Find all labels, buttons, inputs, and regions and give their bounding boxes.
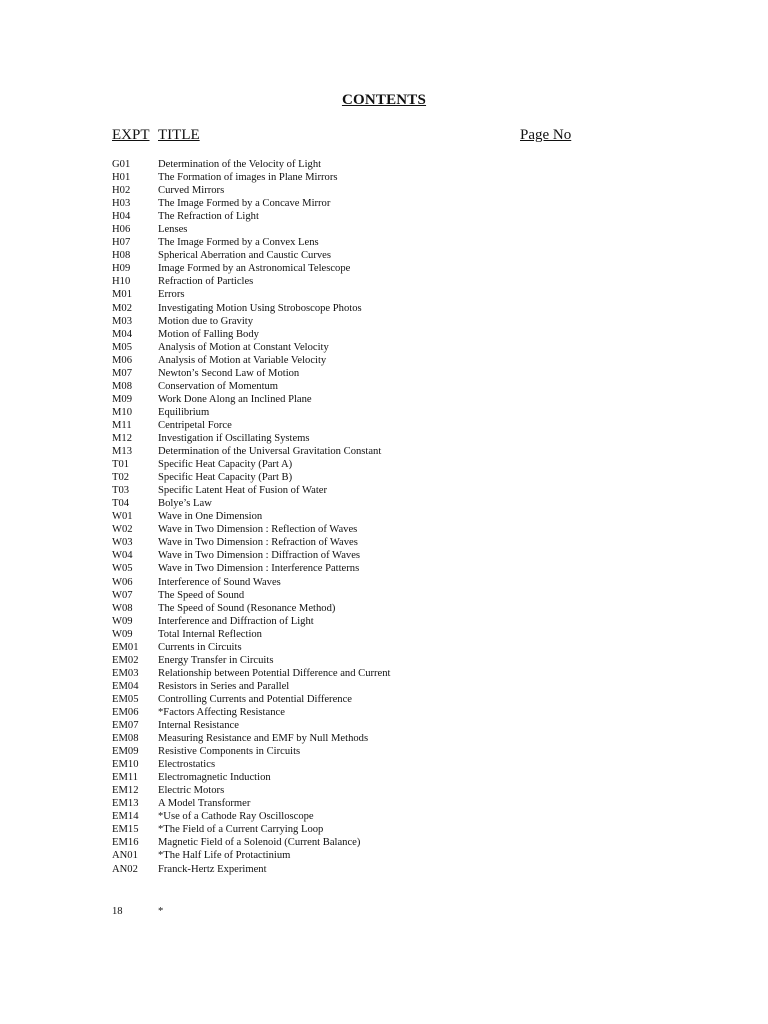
list-item bbox=[112, 497, 672, 510]
list-item bbox=[112, 693, 672, 706]
experiment-title: Analysis of Motion at Constant Velocity bbox=[158, 341, 329, 353]
experiment-code: M08 bbox=[112, 380, 133, 392]
list-item bbox=[112, 197, 672, 210]
experiment-code: EM08 bbox=[112, 733, 139, 745]
experiment-code: EM04 bbox=[112, 680, 139, 692]
title-column-header: TITLE bbox=[158, 127, 200, 143]
list-item bbox=[112, 288, 672, 301]
experiment-title: Relationship between Potential Difference and Current bbox=[158, 667, 391, 679]
experiment-title: Determination of the Universal Gravitation Constant bbox=[158, 446, 382, 458]
experiment-title: Wave in Two Dimension : Reflection of Waves bbox=[158, 524, 358, 536]
experiment-code: EM15 bbox=[112, 824, 139, 836]
experiment-title: Interference of Sound Waves bbox=[158, 576, 281, 588]
experiment-title: Refraction of Particles bbox=[158, 276, 254, 288]
list-item bbox=[112, 458, 672, 471]
experiment-code: W03 bbox=[112, 537, 133, 549]
list-item bbox=[112, 367, 672, 380]
list-item bbox=[112, 771, 672, 784]
list-item bbox=[112, 328, 672, 341]
experiment-title: Magnetic Field of a Solenoid (Current Balance) bbox=[158, 837, 361, 849]
experiment-code: EM11 bbox=[112, 772, 139, 784]
experiment-code: EM14 bbox=[112, 811, 139, 823]
list-item bbox=[112, 667, 672, 680]
list-item bbox=[112, 602, 672, 615]
experiment-title: Controlling Currents and Potential Difference bbox=[158, 693, 352, 705]
experiment-title: Specific Heat Capacity (Part B) bbox=[158, 472, 293, 484]
experiment-code: G01 bbox=[112, 159, 131, 170]
experiment-code: EM01 bbox=[112, 641, 139, 653]
list-item bbox=[112, 719, 672, 732]
experiment-title: Electric Motors bbox=[158, 785, 225, 797]
experiment-title: *The Half Life of Protactinium bbox=[158, 850, 291, 862]
contents-list bbox=[112, 158, 672, 876]
list-item bbox=[112, 406, 672, 419]
list-item bbox=[112, 823, 672, 836]
list-item bbox=[112, 758, 672, 771]
experiment-code: T02 bbox=[112, 472, 130, 484]
experiment-title: Resistors in Series and Parallel bbox=[158, 680, 290, 692]
list-item bbox=[112, 341, 672, 354]
experiment-code: W09 bbox=[112, 628, 133, 640]
experiment-code: W05 bbox=[112, 563, 133, 575]
experiment-code: H02 bbox=[112, 185, 131, 197]
list-item bbox=[112, 380, 672, 393]
experiment-code: H10 bbox=[112, 276, 131, 288]
experiment-title: Resistive Components in Circuits bbox=[158, 746, 301, 758]
experiment-title: Electrostatics bbox=[158, 759, 216, 771]
experiment-title: Specific Latent Heat of Fusion of Water bbox=[158, 485, 327, 497]
list-item bbox=[112, 210, 672, 223]
experiment-title: The Speed of Sound (Resonance Method) bbox=[158, 602, 336, 614]
experiment-code: EM16 bbox=[112, 837, 139, 849]
experiment-title: Newton’s Second Law of Motion bbox=[158, 367, 300, 379]
list-item bbox=[112, 732, 672, 745]
experiment-code: EM12 bbox=[112, 785, 139, 797]
list-item bbox=[112, 223, 672, 236]
experiment-title: Spherical Aberration and Caustic Curves bbox=[158, 250, 331, 262]
list-item bbox=[112, 249, 672, 262]
experiment-title: Equilibrium bbox=[158, 406, 210, 418]
experiment-title: *The Field of a Current Carrying Loop bbox=[158, 824, 324, 836]
list-item bbox=[112, 536, 672, 549]
experiment-code: W08 bbox=[112, 602, 133, 614]
page-column-header: Page No bbox=[520, 127, 572, 143]
experiment-title: Image Formed by an Astronomical Telescope bbox=[158, 263, 351, 275]
list-item bbox=[112, 419, 672, 432]
experiment-code: M01 bbox=[112, 289, 133, 301]
experiment-title: Curved Mirrors bbox=[158, 185, 225, 197]
list-item bbox=[112, 275, 672, 288]
experiment-title: *Use of a Cathode Ray Oscilloscope bbox=[158, 811, 314, 823]
experiment-title: The Image Formed by a Concave Mirror bbox=[158, 198, 331, 210]
list-item bbox=[112, 184, 672, 197]
experiment-title: Total Internal Reflection bbox=[158, 628, 262, 640]
experiment-code: EM06 bbox=[112, 706, 139, 718]
list-item bbox=[112, 445, 672, 458]
experiment-code: H06 bbox=[112, 224, 131, 236]
experiment-code: W06 bbox=[112, 576, 133, 588]
experiment-code: M12 bbox=[112, 432, 133, 444]
experiment-code: M07 bbox=[112, 367, 133, 379]
experiment-title: Wave in One Dimension bbox=[158, 511, 263, 523]
experiment-title: The Formation of images in Plane Mirrors bbox=[158, 172, 338, 184]
list-item bbox=[112, 863, 672, 876]
experiment-code: M06 bbox=[112, 354, 133, 366]
experiment-code: M05 bbox=[112, 341, 133, 353]
experiment-title: Work Done Along an Inclined Plane bbox=[158, 393, 312, 405]
experiment-title: Electromagnetic Induction bbox=[158, 772, 271, 784]
list-item bbox=[112, 810, 672, 823]
list-item bbox=[112, 171, 672, 184]
experiment-title: *Factors Affecting Resistance bbox=[158, 706, 285, 718]
experiment-code: H09 bbox=[112, 263, 131, 275]
experiment-code: W01 bbox=[112, 511, 133, 523]
list-item bbox=[112, 523, 672, 536]
experiment-code: M13 bbox=[112, 446, 133, 458]
list-item bbox=[112, 641, 672, 654]
experiment-code: M11 bbox=[112, 419, 132, 431]
page-number: 18 bbox=[112, 906, 123, 917]
experiment-title: Wave in Two Dimension : Refraction of Waves bbox=[158, 537, 358, 549]
experiment-code: EM02 bbox=[112, 654, 139, 666]
experiment-title: Wave in Two Dimension : Interference Patterns bbox=[158, 563, 360, 575]
experiment-title: The Speed of Sound bbox=[158, 589, 245, 601]
list-item bbox=[112, 315, 672, 328]
list-item bbox=[112, 471, 672, 484]
experiment-title: The Refraction of Light bbox=[158, 211, 259, 223]
page-footer bbox=[112, 906, 312, 920]
experiment-code: M09 bbox=[112, 393, 133, 405]
list-item bbox=[112, 393, 672, 406]
column-headers bbox=[112, 127, 582, 147]
page-title: CONTENTS bbox=[341, 92, 427, 108]
experiment-code: AN02 bbox=[112, 863, 138, 875]
experiment-code: M02 bbox=[112, 302, 133, 314]
experiment-title: Investigation if Oscillating Systems bbox=[158, 432, 310, 444]
experiment-title: Franck-Hertz Experiment bbox=[158, 863, 267, 875]
list-item bbox=[112, 549, 672, 562]
experiment-title: Internal Resistance bbox=[158, 720, 239, 732]
expt-column-header: EXPT bbox=[112, 127, 150, 143]
experiment-title: The Image Formed by a Convex Lens bbox=[158, 237, 319, 249]
list-item bbox=[112, 158, 672, 171]
experiment-title: Lenses bbox=[158, 224, 188, 236]
experiment-title: Specific Heat Capacity (Part A) bbox=[158, 459, 293, 471]
experiment-code: EM10 bbox=[112, 759, 139, 771]
experiment-title: Determination of the Velocity of Light bbox=[158, 159, 322, 170]
experiment-title: Interference and Diffraction of Light bbox=[158, 615, 314, 627]
experiment-code: M04 bbox=[112, 328, 133, 340]
list-item bbox=[112, 628, 672, 641]
list-item bbox=[112, 432, 672, 445]
experiment-code: H04 bbox=[112, 211, 131, 223]
list-item bbox=[112, 354, 672, 367]
experiment-code: W02 bbox=[112, 524, 133, 536]
list-item bbox=[112, 262, 672, 275]
experiment-title: Motion of Falling Body bbox=[158, 328, 259, 340]
experiment-code: H03 bbox=[112, 198, 131, 210]
experiment-title: Currents in Circuits bbox=[158, 641, 242, 653]
experiment-title: Wave in Two Dimension : Diffraction of Waves bbox=[158, 550, 361, 562]
experiment-title: Bolye’s Law bbox=[158, 498, 212, 510]
list-item bbox=[112, 236, 672, 249]
list-item bbox=[112, 615, 672, 628]
list-item bbox=[112, 510, 672, 523]
list-item bbox=[112, 589, 672, 602]
experiment-title: A Model Transformer bbox=[158, 798, 251, 810]
experiment-code: EM13 bbox=[112, 798, 139, 810]
list-item bbox=[112, 797, 672, 810]
list-item bbox=[112, 784, 672, 797]
list-item bbox=[112, 302, 672, 315]
list-item bbox=[112, 576, 672, 589]
experiment-code: H08 bbox=[112, 250, 131, 262]
experiment-code: T03 bbox=[112, 485, 130, 497]
experiment-code: W07 bbox=[112, 589, 133, 601]
experiment-code: M10 bbox=[112, 406, 133, 418]
experiment-code: M03 bbox=[112, 315, 133, 327]
list-item bbox=[112, 680, 672, 693]
experiment-code: W04 bbox=[112, 550, 133, 562]
experiment-title: Motion due to Gravity bbox=[158, 315, 254, 327]
experiment-title: Errors bbox=[158, 289, 185, 301]
footnote-marker: * bbox=[158, 906, 164, 917]
experiment-code: EM09 bbox=[112, 746, 139, 758]
list-item bbox=[112, 836, 672, 849]
experiment-code: EM05 bbox=[112, 693, 139, 705]
experiment-title: Conservation of Momentum bbox=[158, 380, 279, 392]
list-item bbox=[112, 484, 672, 497]
experiment-code: W09 bbox=[112, 615, 133, 627]
experiment-title: Investigating Motion Using Stroboscope Photos bbox=[158, 302, 362, 314]
list-item bbox=[112, 745, 672, 758]
experiment-title: Centripetal Force bbox=[158, 419, 232, 431]
list-item bbox=[112, 706, 672, 719]
experiment-title: Analysis of Motion at Variable Velocity bbox=[158, 354, 327, 366]
experiment-title: Measuring Resistance and EMF by Null Methods bbox=[158, 733, 369, 745]
experiment-code: T04 bbox=[112, 498, 130, 510]
experiment-code: H07 bbox=[112, 237, 131, 249]
list-item bbox=[112, 654, 672, 667]
experiment-code: EM07 bbox=[112, 720, 139, 732]
experiment-code: T01 bbox=[112, 459, 130, 471]
list-item bbox=[112, 849, 672, 862]
experiment-code: H01 bbox=[112, 172, 131, 184]
list-item bbox=[112, 562, 672, 575]
experiment-title: Energy Transfer in Circuits bbox=[158, 654, 274, 666]
experiment-code: AN01 bbox=[112, 850, 138, 862]
experiment-code: EM03 bbox=[112, 667, 139, 679]
